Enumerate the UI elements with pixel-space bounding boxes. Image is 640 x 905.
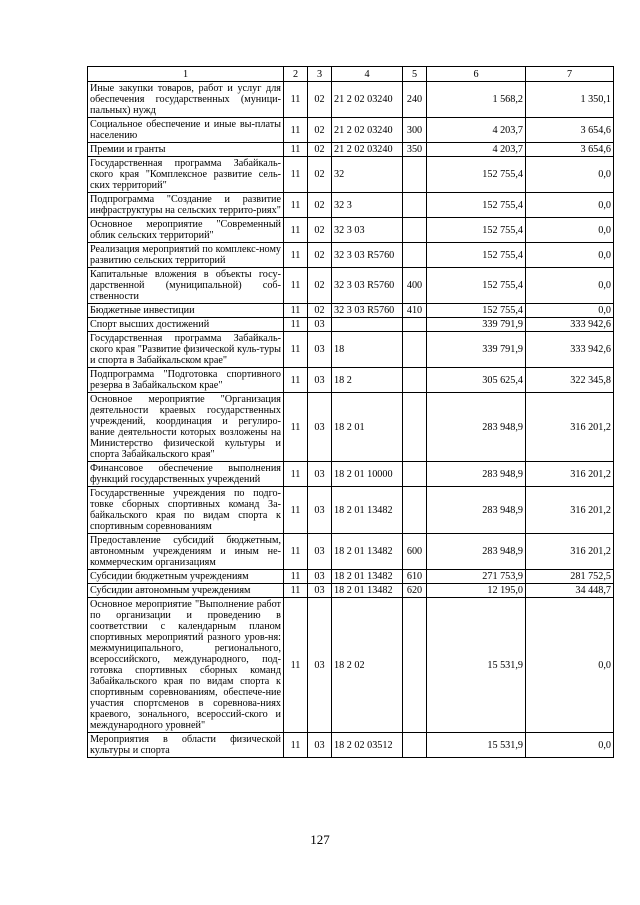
expense-type-code xyxy=(403,733,427,758)
subsection-code: 03 xyxy=(308,733,332,758)
expense-type-code xyxy=(403,462,427,487)
section-code: 11 xyxy=(284,393,308,462)
section-code: 11 xyxy=(284,534,308,570)
row-name: Капитальные вложения в объекты госу-дарственной (муниципальной) соб-ственности xyxy=(88,268,284,304)
table-body xyxy=(88,82,614,758)
target-article-code: 18 2 01 10000 xyxy=(332,462,403,487)
amount-col6: 271 753,9 xyxy=(427,570,526,584)
expense-type-code xyxy=(403,393,427,462)
subsection-code: 02 xyxy=(308,157,332,193)
amount-col6: 152 755,4 xyxy=(427,193,526,218)
row-name: Основное мероприятие "Организация деятельности краевых государственных учреждений, координация и регулиро-вание деятельности которых возложены на Министерство физической культуры и спорта Забайкальского края" xyxy=(88,393,284,462)
amount-col6: 339 791,9 xyxy=(427,318,526,332)
target-article-code: 32 3 03 R5760 xyxy=(332,268,403,304)
amount-col6: 283 948,9 xyxy=(427,534,526,570)
expense-type-code xyxy=(403,487,427,534)
subsection-code: 02 xyxy=(308,118,332,143)
table-row xyxy=(88,157,614,193)
target-article-code: 32 3 03 R5760 xyxy=(332,243,403,268)
section-code: 11 xyxy=(284,243,308,268)
table-row xyxy=(88,393,614,462)
amount-col6: 4 203,7 xyxy=(427,143,526,157)
section-code: 11 xyxy=(284,193,308,218)
header-cell: 5 xyxy=(403,67,427,82)
amount-col7: 0,0 xyxy=(526,733,614,758)
subsection-code: 03 xyxy=(308,393,332,462)
table-header-row xyxy=(88,67,614,82)
target-article-code: 18 2 02 03512 xyxy=(332,733,403,758)
expense-type-code xyxy=(403,243,427,268)
target-article-code: 18 xyxy=(332,332,403,368)
amount-col6: 152 755,4 xyxy=(427,304,526,318)
amount-col6: 152 755,4 xyxy=(427,243,526,268)
header-cell: 2 xyxy=(284,67,308,82)
expense-type-code: 410 xyxy=(403,304,427,318)
target-article-code: 21 2 02 03240 xyxy=(332,82,403,118)
target-article-code: 18 2 01 13482 xyxy=(332,584,403,598)
amount-col6: 15 531,9 xyxy=(427,733,526,758)
expense-type-code: 610 xyxy=(403,570,427,584)
table-row xyxy=(88,82,614,118)
table-row xyxy=(88,268,614,304)
target-article-code: 18 2 02 xyxy=(332,598,403,733)
table-row xyxy=(88,218,614,243)
section-code: 11 xyxy=(284,487,308,534)
amount-col7: 333 942,6 xyxy=(526,332,614,368)
row-name: Иные закупки товаров, работ и услуг для обеспечения государственных (муници-пальных) нужд xyxy=(88,82,284,118)
expense-type-code xyxy=(403,218,427,243)
amount-col7: 333 942,6 xyxy=(526,318,614,332)
row-name: Предоставление субсидий бюджетным, автономным учреждениям и иным не-коммерческим организациям xyxy=(88,534,284,570)
amount-col7: 0,0 xyxy=(526,218,614,243)
section-code: 11 xyxy=(284,368,308,393)
subsection-code: 03 xyxy=(308,534,332,570)
amount-col7: 0,0 xyxy=(526,243,614,268)
expense-type-code xyxy=(403,318,427,332)
amount-col7: 0,0 xyxy=(526,598,614,733)
table-row xyxy=(88,118,614,143)
header-cell: 7 xyxy=(526,67,614,82)
subsection-code: 02 xyxy=(308,268,332,304)
expense-type-code: 350 xyxy=(403,143,427,157)
row-name: Подпрограмма "Подготовка спортивного резерва в Забайкальском крае" xyxy=(88,368,284,393)
row-name: Субсидии автономным учреждениям xyxy=(88,584,284,598)
amount-col6: 15 531,9 xyxy=(427,598,526,733)
expense-type-code: 300 xyxy=(403,118,427,143)
amount-col7: 0,0 xyxy=(526,193,614,218)
amount-col6: 283 948,9 xyxy=(427,393,526,462)
section-code: 11 xyxy=(284,598,308,733)
table-row xyxy=(88,332,614,368)
table-row xyxy=(88,534,614,570)
section-code: 11 xyxy=(284,268,308,304)
expense-type-code: 400 xyxy=(403,268,427,304)
row-name: Финансовое обеспечение выполнения функций государственных учреждений xyxy=(88,462,284,487)
target-article-code: 18 2 01 13482 xyxy=(332,487,403,534)
target-article-code: 32 3 03 xyxy=(332,218,403,243)
row-name: Бюджетные инвестиции xyxy=(88,304,284,318)
header-cell: 3 xyxy=(308,67,332,82)
section-code: 11 xyxy=(284,318,308,332)
section-code: 11 xyxy=(284,332,308,368)
amount-col7: 1 350,1 xyxy=(526,82,614,118)
table-row xyxy=(88,570,614,584)
target-article-code: 18 2 01 13482 xyxy=(332,534,403,570)
amount-col6: 283 948,9 xyxy=(427,462,526,487)
amount-col7: 0,0 xyxy=(526,304,614,318)
section-code: 11 xyxy=(284,143,308,157)
row-name: Социальное обеспечение и иные вы-платы населению xyxy=(88,118,284,143)
row-name: Премии и гранты xyxy=(88,143,284,157)
section-code: 11 xyxy=(284,218,308,243)
row-name: Государственная программа Забайкаль-ского края "Комплексное развитие сель-ских территорий" xyxy=(88,157,284,193)
target-article-code: 21 2 02 03240 xyxy=(332,118,403,143)
table-row xyxy=(88,243,614,268)
amount-col6: 283 948,9 xyxy=(427,487,526,534)
budget-table xyxy=(87,66,614,758)
table-row xyxy=(88,584,614,598)
amount-col7: 281 752,5 xyxy=(526,570,614,584)
subsection-code: 03 xyxy=(308,462,332,487)
amount-col6: 152 755,4 xyxy=(427,268,526,304)
table-row xyxy=(88,462,614,487)
expense-type-code: 600 xyxy=(403,534,427,570)
expense-type-code: 620 xyxy=(403,584,427,598)
amount-col7: 316 201,2 xyxy=(526,393,614,462)
amount-col7: 0,0 xyxy=(526,157,614,193)
page-number: 127 xyxy=(310,832,330,847)
subsection-code: 03 xyxy=(308,487,332,534)
row-name: Подпрограмма "Создание и развитие инфраструктуры на сельских террито-риях" xyxy=(88,193,284,218)
amount-col6: 305 625,4 xyxy=(427,368,526,393)
subsection-code: 02 xyxy=(308,304,332,318)
expense-type-code xyxy=(403,193,427,218)
header-cell: 4 xyxy=(332,67,403,82)
target-article-code: 32 3 03 R5760 xyxy=(332,304,403,318)
amount-col7: 316 201,2 xyxy=(526,534,614,570)
row-name: Основное мероприятие "Выполнение работ по организации и проведению в соответствии с календарным планом спортивных мероприятий разного уров-ня: межмуниципального, регионального, всероссийского, международного, под-готовка спортивных сборных команд Забайкальского края по видам спорта к спортивным соревнованиям, обеспече-ние участия спортсменов в соревнова-ниях краевого, зонального, всероссий-ского и международного уровней" xyxy=(88,598,284,733)
subsection-code: 03 xyxy=(308,332,332,368)
table-row xyxy=(88,193,614,218)
row-name: Основное мероприятие "Современный облик сельских территорий" xyxy=(88,218,284,243)
subsection-code: 02 xyxy=(308,82,332,118)
subsection-code: 03 xyxy=(308,598,332,733)
table-row xyxy=(88,143,614,157)
table-row xyxy=(88,598,614,733)
amount-col7: 316 201,2 xyxy=(526,487,614,534)
section-code: 11 xyxy=(284,157,308,193)
row-name: Спорт высших достижений xyxy=(88,318,284,332)
section-code: 11 xyxy=(284,570,308,584)
section-code: 11 xyxy=(284,304,308,318)
row-name: Государственные учреждения по подго-товке сборных спортивных команд За-байкальского края по видам спорта к спортивным соревнованиям xyxy=(88,487,284,534)
table-row xyxy=(88,368,614,393)
section-code: 11 xyxy=(284,733,308,758)
expense-type-code xyxy=(403,598,427,733)
amount-col7: 3 654,6 xyxy=(526,118,614,143)
section-code: 11 xyxy=(284,118,308,143)
table-row xyxy=(88,733,614,758)
target-article-code xyxy=(332,318,403,332)
subsection-code: 03 xyxy=(308,570,332,584)
subsection-code: 03 xyxy=(308,318,332,332)
amount-col7: 316 201,2 xyxy=(526,462,614,487)
target-article-code: 21 2 02 03240 xyxy=(332,143,403,157)
subsection-code: 02 xyxy=(308,193,332,218)
subsection-code: 02 xyxy=(308,218,332,243)
amount-col7: 3 654,6 xyxy=(526,143,614,157)
table-row xyxy=(88,487,614,534)
amount-col7: 34 448,7 xyxy=(526,584,614,598)
row-name: Государственная программа Забайкаль-ского края "Развитие физической куль-туры и спорта в Забайкальском крае" xyxy=(88,332,284,368)
amount-col6: 4 203,7 xyxy=(427,118,526,143)
amount-col7: 322 345,8 xyxy=(526,368,614,393)
amount-col7: 0,0 xyxy=(526,268,614,304)
expense-type-code xyxy=(403,332,427,368)
amount-col6: 152 755,4 xyxy=(427,157,526,193)
subsection-code: 03 xyxy=(308,368,332,393)
expense-type-code xyxy=(403,368,427,393)
amount-col6: 152 755,4 xyxy=(427,218,526,243)
section-code: 11 xyxy=(284,82,308,118)
subsection-code: 03 xyxy=(308,584,332,598)
amount-col6: 12 195,0 xyxy=(427,584,526,598)
target-article-code: 32 3 xyxy=(332,193,403,218)
section-code: 11 xyxy=(284,584,308,598)
row-name: Реализация мероприятий по комплекс-ному развитию сельских территорий xyxy=(88,243,284,268)
subsection-code: 02 xyxy=(308,143,332,157)
expense-type-code: 240 xyxy=(403,82,427,118)
row-name: Мероприятия в области физической культуры и спорта xyxy=(88,733,284,758)
header-cell: 6 xyxy=(427,67,526,82)
table-row xyxy=(88,304,614,318)
expense-type-code xyxy=(403,157,427,193)
amount-col6: 1 568,2 xyxy=(427,82,526,118)
amount-col6: 339 791,9 xyxy=(427,332,526,368)
subsection-code: 02 xyxy=(308,243,332,268)
table-row xyxy=(88,318,614,332)
row-name: Субсидии бюджетным учреждениям xyxy=(88,570,284,584)
target-article-code: 18 2 01 13482 xyxy=(332,570,403,584)
target-article-code: 32 xyxy=(332,157,403,193)
target-article-code: 18 2 xyxy=(332,368,403,393)
section-code: 11 xyxy=(284,462,308,487)
target-article-code: 18 2 01 xyxy=(332,393,403,462)
header-cell: 1 xyxy=(88,67,284,82)
